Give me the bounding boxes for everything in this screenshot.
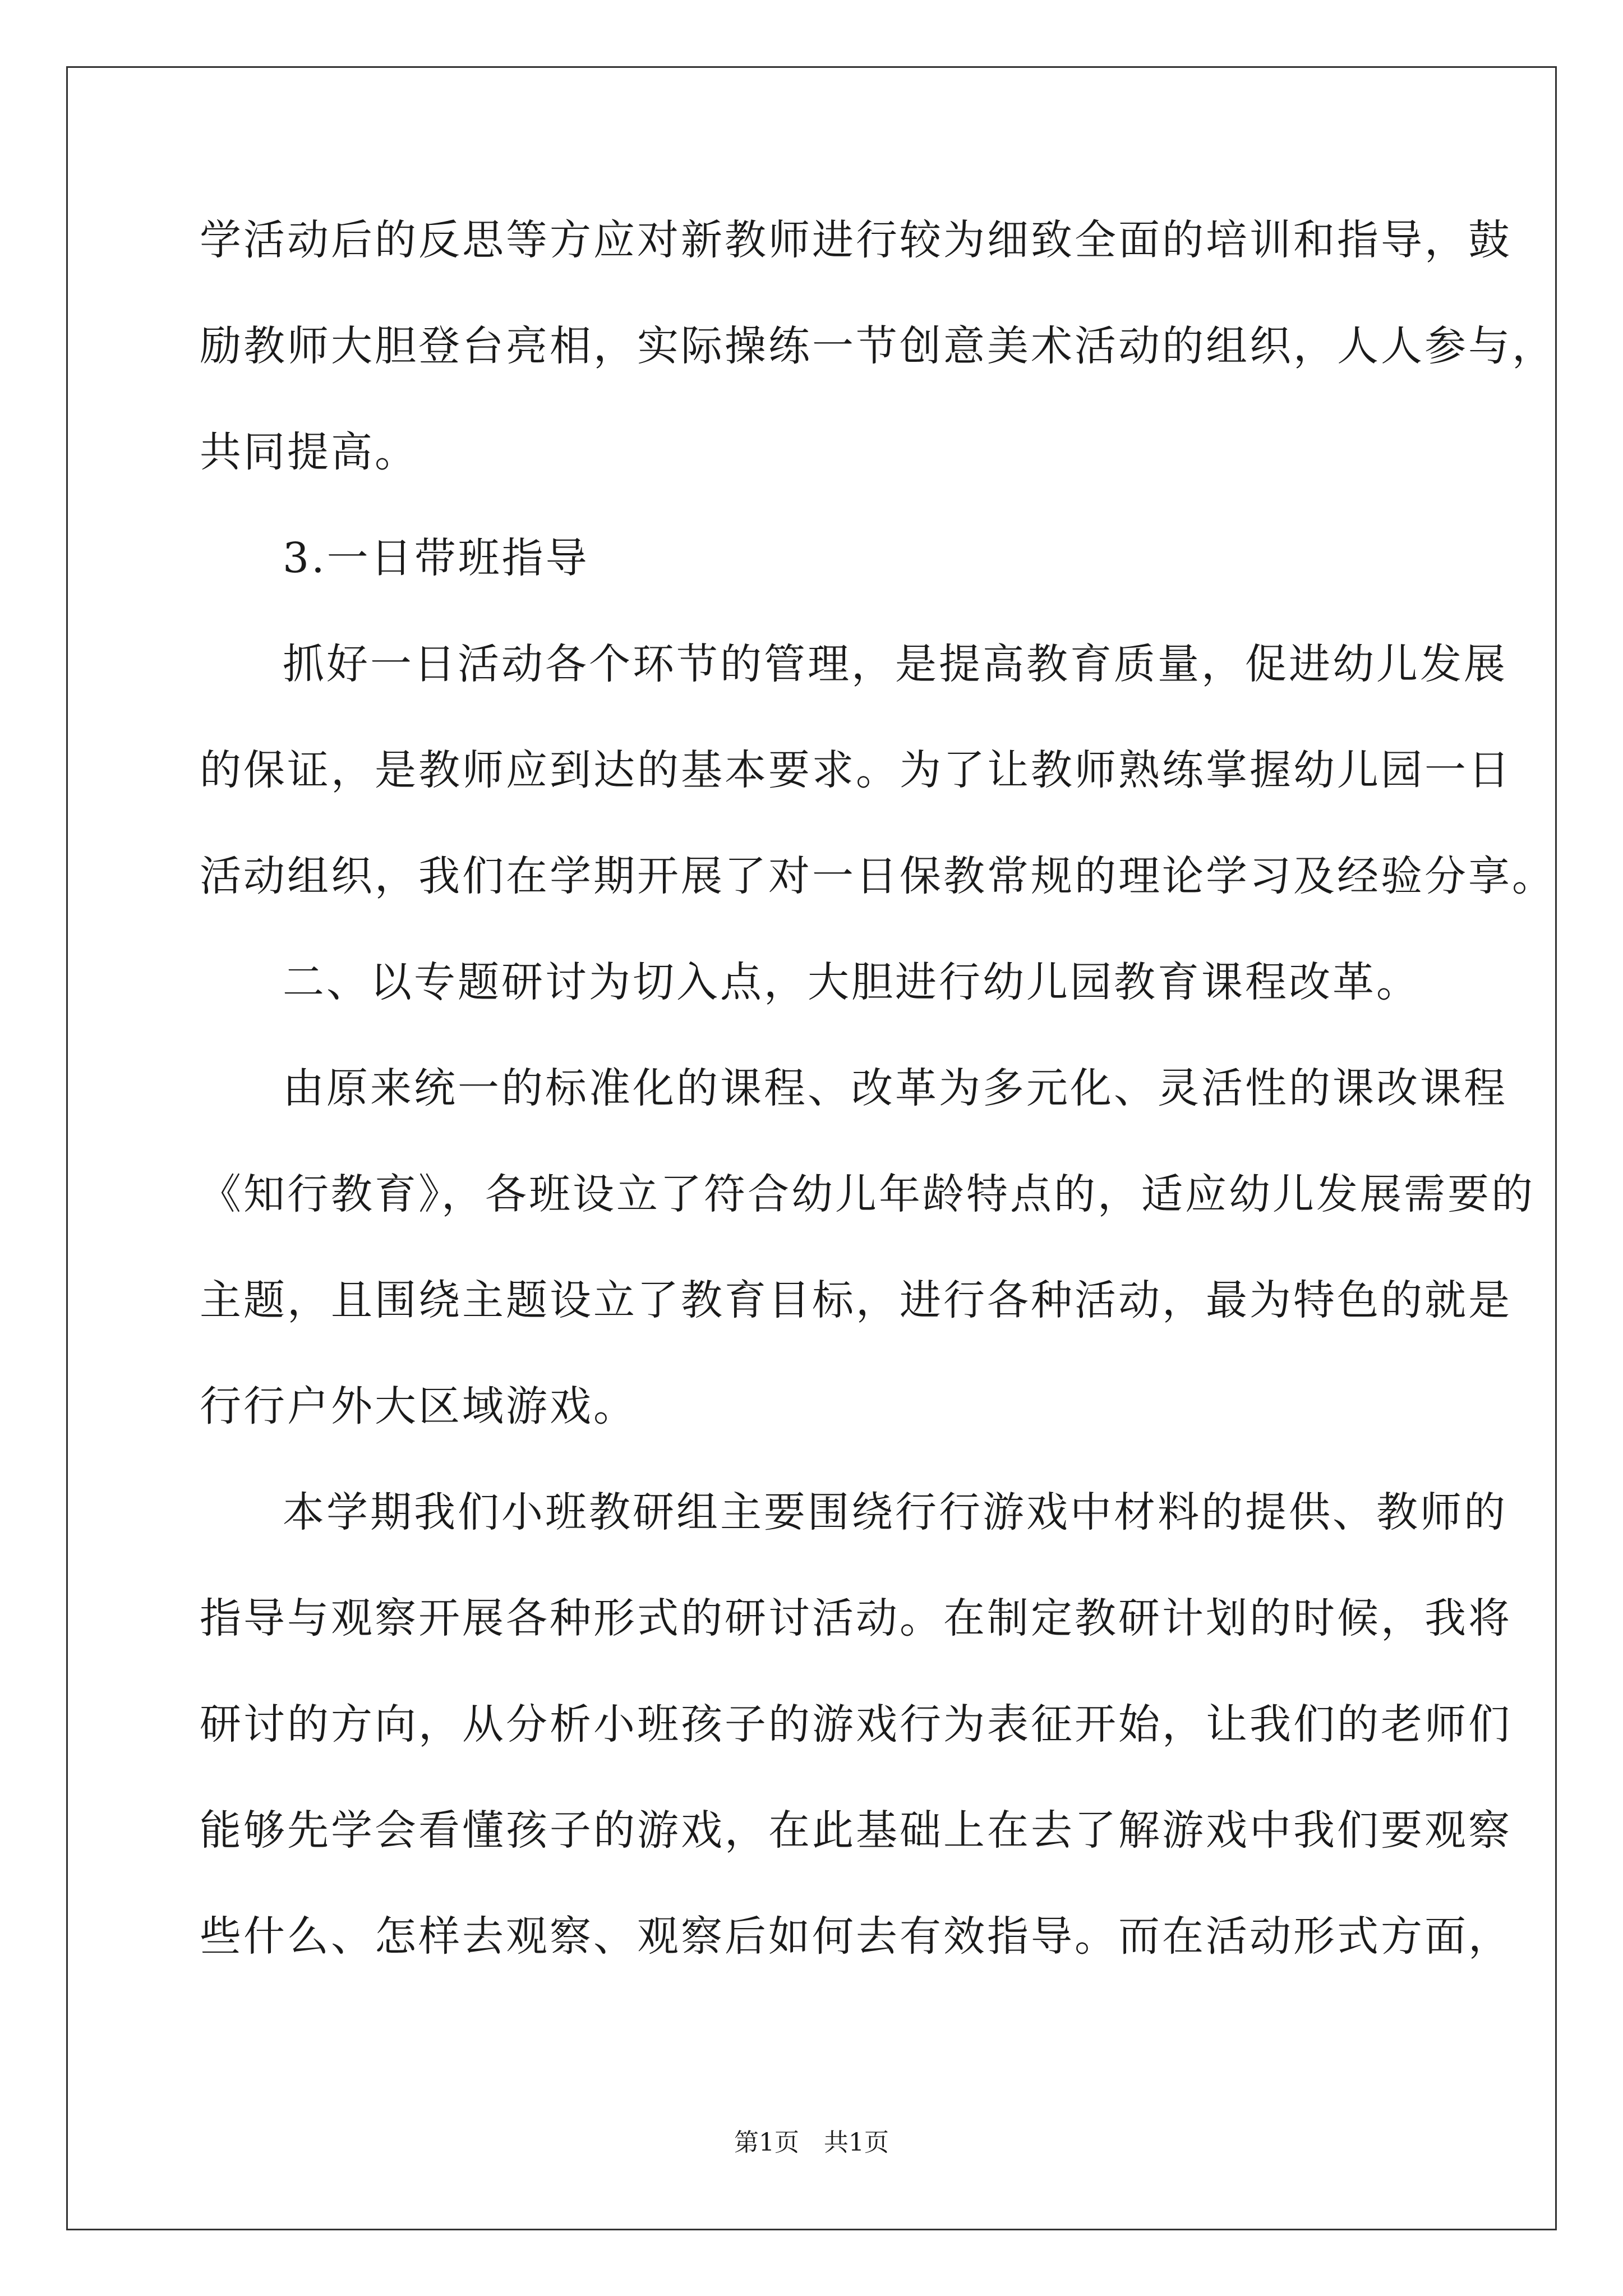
text-line-2: 励教师大胆登台亮相，实际操练一节创意美术活动的组织，人人参与， [200,322,1556,370]
text-line-9: 由原来统一的标准化的课程、改革为多元化、灵活性的课改课程 [283,1064,1507,1112]
text-line-1: 学活动后的反思等方应对新教师进行较为细致全面的培训和指导，鼓 [200,216,1512,264]
text-line-16: 能够先学会看懂孩子的游戏，在此基础上在去了解游戏中我们要观察 [200,1806,1512,1855]
section-heading: 3.一日带班指导 [283,534,589,582]
page-border [66,66,1557,2230]
text-line-3: 共同提高。 [200,428,418,476]
text-line-6: 的保证，是教师应到达的基本要求。为了让教师熟练掌握幼儿园一日 [200,746,1512,794]
text-line-7: 活动组织，我们在学期开展了对一日保教常规的理论学习及经验分享。 [200,852,1556,900]
text-line-5: 抓好一日活动各个环节的管理，是提高教育质量，促进幼儿发展 [283,640,1507,688]
text-line-14: 指导与观察开展各种形式的研讨活动。在制定教研计划的时候，我将 [200,1594,1512,1642]
page-number-footer: 第1页 共1页 [734,2128,889,2157]
text-line-10: 《知行教育》，各班设立了符合幼儿年龄特点的，适应幼儿发展需要的 [200,1170,1535,1218]
text-line-15: 研讨的方向，从分析小班孩子的游戏行为表征开始，让我们的老师们 [200,1700,1512,1749]
text-line-17: 些什么、怎样去观察、观察后如何去有效指导。而在活动形式方面， [200,1912,1512,1961]
text-line-12: 行行户外大区域游戏。 [200,1382,637,1430]
text-line-13: 本学期我们小班教研组主要围绕行行游戏中材料的提供、教师的 [283,1488,1507,1536]
text-line-11: 主题，且围绕主题设立了教育目标，进行各种活动，最为特色的就是 [200,1276,1512,1324]
section-heading-2: 二、以专题研讨为切入点，大胆进行幼儿园教育课程改革。 [283,958,1420,1006]
